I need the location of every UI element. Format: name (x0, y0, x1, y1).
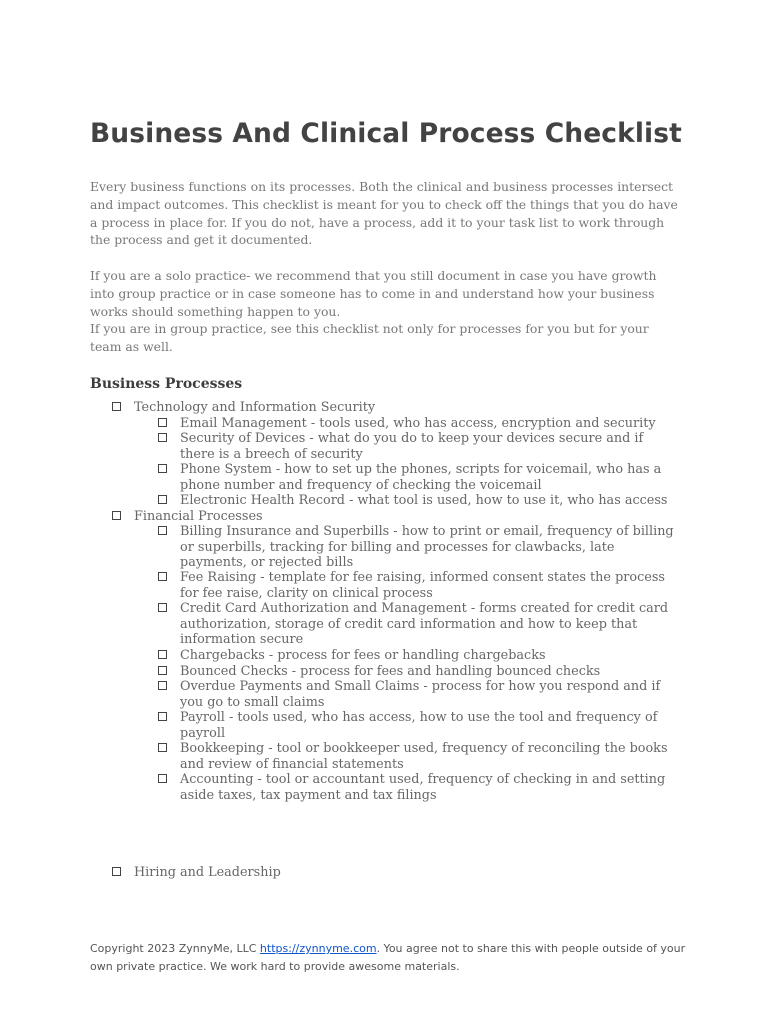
checklist-subitem[interactable] (158, 772, 678, 803)
checklist-subitem-label: Bookkeeping - tool or bookkeeper used, frequency of reconciling the books and review of financial statements (180, 741, 668, 772)
checklist-subitem-label: Phone System - how to set up the phones, scripts for voicemail, who has a phone number and frequency of checking the voicemail (180, 462, 662, 493)
checklist-subitem-label: Accounting - tool or accountant used, frequency of checking in and setting aside taxes, tax payment and tax filings (180, 772, 666, 803)
checklist-item-label: Financial Processes (134, 509, 263, 524)
checkbox-icon[interactable] (158, 650, 167, 659)
checklist-subitem[interactable] (158, 601, 678, 648)
checklist-subitem[interactable] (158, 462, 678, 493)
checkbox-icon[interactable] (158, 464, 167, 473)
checklist-subitem[interactable] (158, 524, 678, 571)
checkbox-icon[interactable] (158, 418, 167, 427)
footer-notice-text: . You agree not to share this with people outside of your own private practice. We work hard to provide awesome materials. (90, 942, 686, 973)
checkbox-icon[interactable] (158, 572, 167, 581)
checkbox-icon[interactable] (158, 681, 167, 690)
checkbox-icon[interactable] (112, 402, 121, 411)
checkbox-icon[interactable] (112, 511, 121, 520)
checklist-subitem-label: Security of Devices - what do you do to keep your devices secure and if there is a breech of security (180, 431, 644, 462)
document-title: Business And Clinical Process Checklist (90, 118, 682, 149)
checklist-subitem[interactable] (158, 648, 678, 664)
checklist-subitem-label: Email Management - tools used, who has access, encryption and security (180, 416, 656, 431)
checkbox-icon[interactable] (158, 712, 167, 721)
checklist-item-financial[interactable] (112, 509, 672, 525)
checklist-subitem-label: Chargebacks - process for fees or handling chargebacks (180, 648, 546, 663)
checkbox-icon[interactable] (158, 603, 167, 612)
checklist-subitem-label: Overdue Payments and Small Claims - process for how you respond and if you go to small claims (180, 679, 661, 710)
checklist-subitem[interactable] (158, 679, 678, 710)
checklist-subitem[interactable] (158, 570, 678, 601)
checklist-subitem-label: Bounced Checks - process for fees and handling bounced checks (180, 664, 601, 679)
checklist-subitem[interactable] (158, 416, 678, 432)
footer-copyright (90, 940, 690, 975)
intro-paragraph-1: Every business functions on its processes. Both the clinical and business processes intersect and impact outcomes. This checklist is meant for you to check off the things that you do have a process in place for. If you do not, have a process, add it to your task list to work through the process and get it documented. (90, 179, 678, 248)
checklist-subitem[interactable] (158, 741, 678, 772)
checklist-subitem-label: Billing Insurance and Superbills - how to print or email, frequency of billing or superbills, tracking for billing and processes for clawbacks, late payments, or rejected bills (180, 524, 674, 570)
checklist-subitem[interactable] (158, 431, 678, 462)
checklist-item-hiring[interactable] (112, 865, 672, 881)
checklist-subitem-label: Fee Raising - template for fee raising, informed consent states the process for fee raise, clarity on clinical process (180, 570, 665, 601)
checklist-item-label: Hiring and Leadership (134, 865, 281, 880)
checklist-item-label: Technology and Information Security (134, 400, 376, 415)
checklist-subitem-label: Electronic Health Record - what tool is used, how to use it, who has access (180, 493, 668, 508)
footer-copyright-text: Copyright 2023 ZynnyMe, LLC (90, 942, 260, 955)
checklist-subitem-label: Payroll - tools used, who has access, how to use the tool and frequency of payroll (180, 710, 658, 741)
checkbox-icon[interactable] (158, 743, 167, 752)
checkbox-icon[interactable] (158, 774, 167, 783)
checkbox-icon[interactable] (158, 526, 167, 535)
intro-paragraph-2: If you are a solo practice- we recommend that you still document in case you have growth into group practice or in case someone has to come in and understand how your business works should something happen to you. (90, 268, 657, 319)
intro-paragraph-3: If you are in group practice, see this checklist not only for processes for you but for your team as well. (90, 321, 649, 354)
checkbox-icon[interactable] (158, 433, 167, 442)
checklist-subitem[interactable] (158, 493, 678, 509)
section-heading-business-processes: Business Processes (90, 376, 243, 392)
checkbox-icon[interactable] (158, 666, 167, 675)
checklist-subitem-label: Credit Card Authorization and Management - forms created for credit card authorization, storage of credit card information and how to keep that information secure (180, 601, 669, 647)
checkbox-icon[interactable] (112, 867, 121, 876)
checklist-item-technology[interactable] (112, 400, 672, 416)
checkbox-icon[interactable] (158, 495, 167, 504)
checklist-subitem[interactable] (158, 710, 678, 741)
footer-link[interactable]: https://zynnyme.com (259, 942, 377, 955)
checklist-subitem[interactable] (158, 664, 678, 680)
